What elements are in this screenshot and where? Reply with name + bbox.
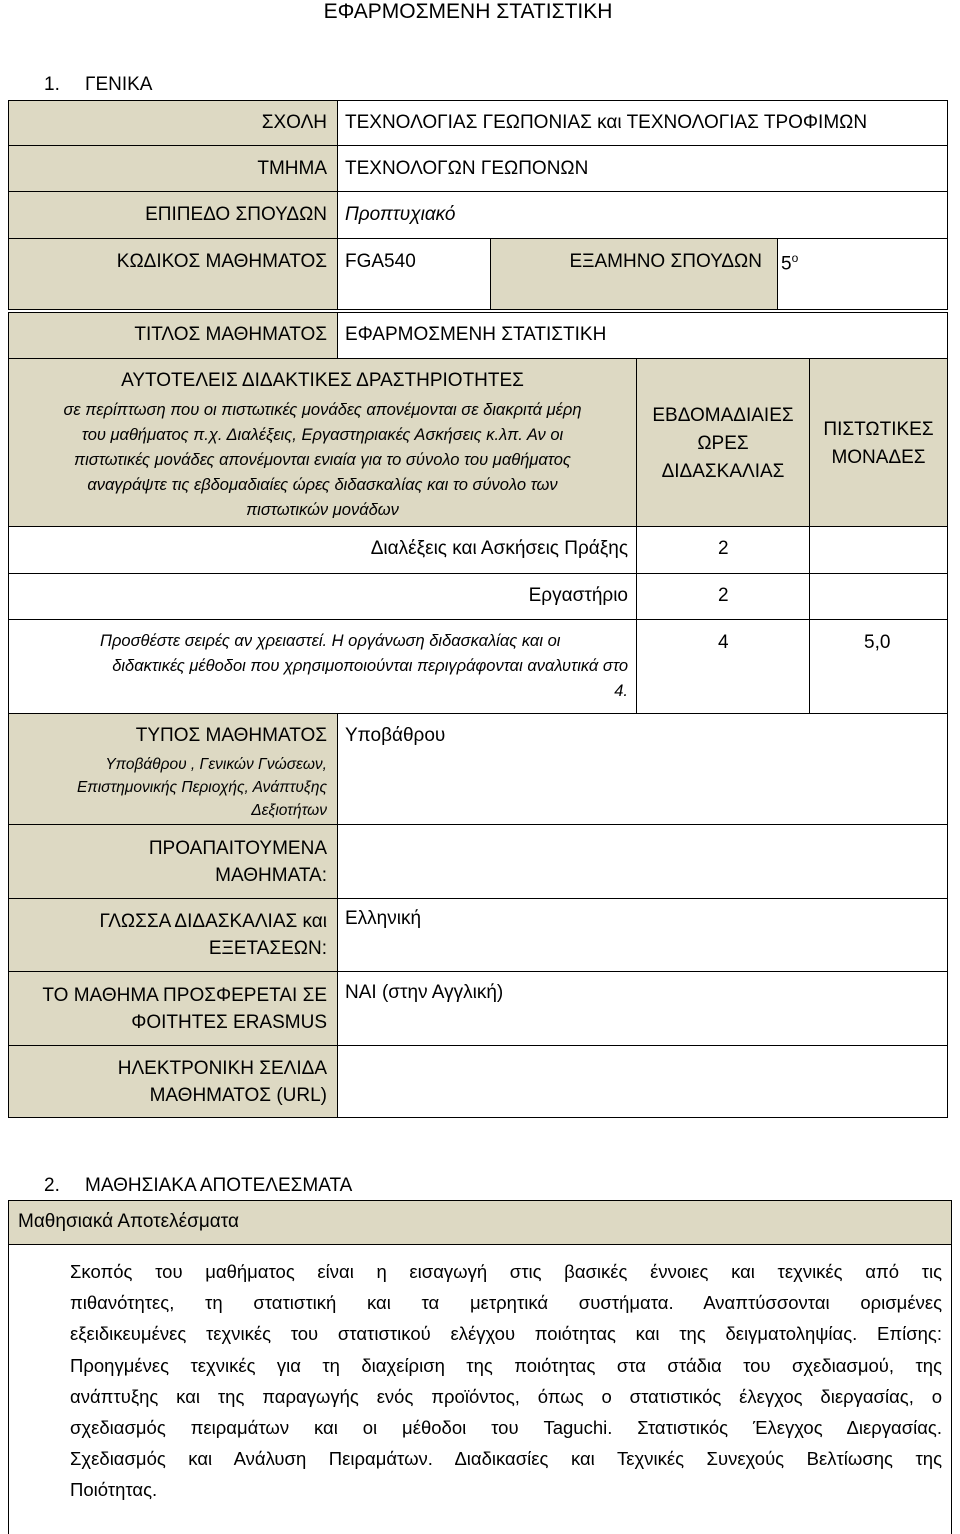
activity-name: Διαλέξεις και Ασκήσεις Πράξης	[370, 538, 628, 559]
body-line: Σκοπός του μαθήματος είναι η εισαγωγή στις βασικές έννοιες και τεχνικές από τις	[70, 1261, 942, 1282]
school-value: ΤΕΧΝΟΛΟΓΙΑΣ ΓΕΩΠΟΝΙΑΣ και ΤΕΧΝΟΛΟΓΙΑΣ ΤΡΟΦΙΜΩΝ	[345, 112, 868, 133]
study-level-value: Προπτυχιακό	[345, 204, 456, 225]
semester-value: $5^o$	[781, 251, 799, 275]
course-title-label: ΤΙΤΛΟΣ ΜΑΘΗΜΑΤΟΣ	[134, 324, 327, 345]
body-line: Ποιότητας.	[70, 1479, 158, 1501]
general-info-table	[8, 100, 948, 310]
activities-note-line: σε περίπτωση που οι πιστωτικές μονάδες απονέμονται σε διακριτά μέρη	[63, 401, 582, 419]
semester-ordinal: ο	[791, 251, 799, 265]
credits-header: ΠΙΣΤΩΤΙΚΕΣ ΜΟΝΑΔΕΣ	[823, 419, 934, 468]
course-code-label: ΚΩΔΙΚΟΣ ΜΑΘΗΜΑΤΟΣ	[116, 251, 327, 272]
activity-hours: 2	[718, 538, 729, 559]
total-credits: 5,0	[864, 632, 891, 653]
course-url-label: ΗΛΕΚΤΡΟΝΙΚΗ ΣΕΛΙΔΑ ΜΑΘΗΜΑΤΟΣ (URL)	[117, 1058, 327, 1106]
course-details-table	[8, 713, 948, 1118]
activities-note-line: πιστωτικές μονάδες απονέμονται ενιαία για το σύνολο του μαθήματος	[74, 451, 571, 469]
teaching-activities-table	[8, 358, 948, 714]
course-title-table	[8, 312, 948, 359]
activities-note	[8, 398, 637, 523]
course-type-label: ΤΥΠΟΣ ΜΑΘΗΜΑΤΟΣ	[135, 725, 327, 746]
activities-note-line: του μαθήματος π.χ. Διαλέξεις, Εργαστηριακές Ασκήσεις κ.λπ. Αν οι	[81, 426, 564, 444]
course-code-value: FGA540	[345, 251, 416, 272]
section-number: 1.	[44, 74, 60, 95]
section-heading: ΓΕΝΙΚΑ	[85, 74, 153, 95]
course-type-hint: Υποβάθρου , Γενικών Γνώσεων, Επιστημονικής Περιοχής, Ανάπτυξης Δεξιοτήτων	[76, 756, 327, 819]
language-value: Ελληνική	[345, 908, 422, 929]
section-heading: ΜΑΘΗΣΙΑΚΑ ΑΠΟΤΕΛΕΣΜΑΤΑ	[85, 1175, 353, 1196]
learning-outcomes-body	[70, 1256, 942, 1506]
activity-hours: 2	[718, 585, 729, 606]
body-line: Σχεδιασμός και Ανάλυση Πειραμάτων. Διαδικασίες και Τεχνικές Συνεχούς Βελτίωσης της	[70, 1448, 942, 1470]
body-line: εξειδικευμένες τεχνικές του στατιστικού ελέγχου ποιότητας και της δειγματοληψίας. Επίσης:	[70, 1323, 942, 1345]
learning-outcomes-subheading: Μαθησιακά Αποτελέσματα	[18, 1211, 239, 1232]
activities-heading: ΑΥΤΟΤΕΛΕΙΣ ΔΙΔΑΚΤΙΚΕΣ ΔΡΑΣΤΗΡΙΟΤΗΤΕΣ	[121, 370, 524, 391]
weekly-hours-header: ΕΒΔΟΜΑΔΙΑΙΕΣ ΩΡΕΣ ΔΙΔΑΣΚΑΛΙΑΣ	[652, 405, 794, 482]
erasmus-label: ΤΟ ΜΑΘΗΜΑ ΠΡΟΣΦΕΡΕΤΑΙ ΣΕ ΦΟΙΤΗΤΕΣ ERASMUS	[42, 985, 327, 1033]
body-line: πιθανότητες, τη στατιστική και τα μετρητικά συστήματα. Αναπτύσσονται ορισμένες	[70, 1292, 942, 1314]
prerequisites-label: ΠΡΟΑΠΑΙΤΟΥΜΕΝΑ ΜΑΘΗΜΑΤΑ:	[148, 838, 327, 886]
study-level-label: ΕΠΙΠΕΔΟ ΣΠΟΥΔΩΝ	[145, 204, 327, 225]
department-value: ΤΕΧΝΟΛΟΓΩΝ ΓΕΩΠΟΝΩΝ	[345, 158, 589, 179]
body-line: σχεδιασμός πειραμάτων και οι μέθοδοι του Taguchi. Στατιστικός Έλεγχος Διεργασίας.	[70, 1417, 942, 1439]
section-number: 2.	[44, 1175, 60, 1196]
school-label: ΣΧΟΛΗ	[261, 112, 327, 133]
document-title: ΕΦΑΡΜΟΣΜΕΝΗ ΣΤΑΤΙΣΤΙΚΗ	[323, 0, 613, 23]
erasmus-value: ΝΑΙ (στην Αγγλική)	[345, 982, 504, 1003]
course-title-value: ΕΦΑΡΜΟΣΜΕΝΗ ΣΤΑΤΙΣΤΙΚΗ	[345, 324, 607, 345]
semester-label: ΕΞΑΜΗΝΟ ΣΠΟΥΔΩΝ	[569, 251, 762, 272]
body-line: Προηγμένες τεχνικές για τη διαχείριση της ποιότητας στα στάδια του σχεδιασμού, της	[70, 1354, 942, 1376]
add-rows-note: Προσθέστε σειρές αν χρειαστεί. Η οργάνωση διδασκαλίας και οι διδακτικές μέθοδοι που χρησιμοποιούνται περιγράφονται αναλυτικά στο 4.	[100, 632, 628, 700]
department-label: ΤΜΗΜΑ	[257, 158, 327, 179]
body-line: ανάπτυξης και της παραγωγής ενός προϊόντος, όπως ο στατιστικός έλεγχος διεργασίας, ο	[70, 1385, 942, 1407]
activities-note-line: πιστωτικών μονάδων	[246, 501, 399, 519]
language-label: ΓΛΩΣΣΑ ΔΙΔΑΣΚΑΛΙΑΣ και ΕΞΕΤΑΣΕΩΝ:	[99, 911, 327, 959]
course-type-value: Υποβάθρου	[345, 725, 446, 746]
learning-outcomes-table	[8, 1200, 952, 1521]
total-hours: 4	[718, 632, 729, 653]
activities-note-line: αναγράψτε τις εβδομαδιαίες ώρες διδασκαλίας και το σύνολο των	[87, 476, 558, 494]
activity-name: Εργαστήριο	[528, 585, 628, 606]
